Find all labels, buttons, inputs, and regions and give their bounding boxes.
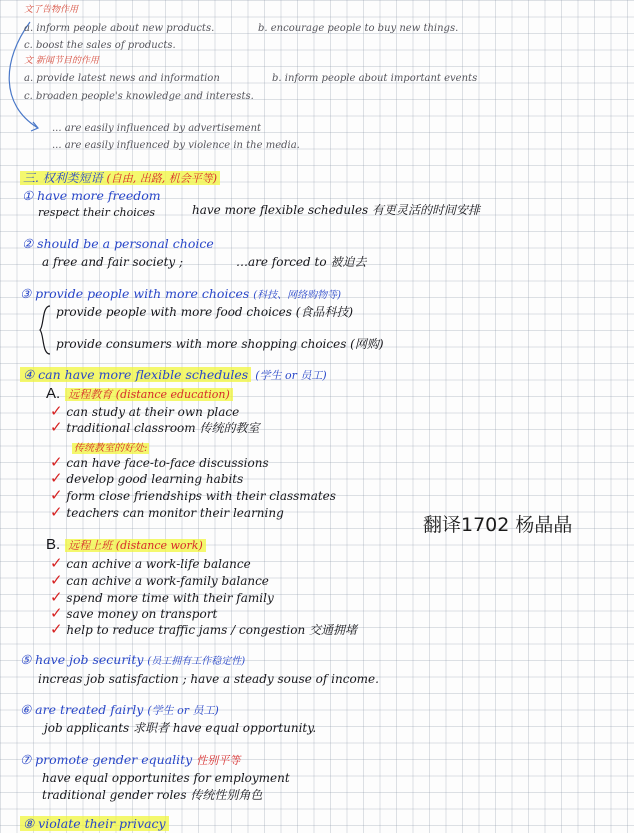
list-item: ✓ teachers can monitor their learning — [50, 503, 284, 521]
list-item: ✓ can achive a work-life balance — [50, 554, 251, 572]
check-icon: ✓ — [50, 571, 63, 589]
section-heading-news-function: 文 新闻节目的作用 — [24, 56, 99, 66]
note-line: increas job satisfaction ; have a steady souse of income. — [38, 672, 379, 686]
list-item: ✓ save money on transport — [50, 604, 218, 622]
check-icon: ✓ — [50, 620, 63, 638]
check-icon: ✓ — [50, 604, 63, 622]
list-item: ✓ develop good learning habits — [50, 469, 244, 487]
check-icon: ✓ — [50, 588, 63, 606]
note-line: traditional gender roles 传统性别角色 — [42, 788, 263, 802]
list-item: ✓ form close friendships with their classmates — [50, 486, 336, 504]
point-heading: ③ provide people with more choices (科技、网络购物等) — [20, 286, 342, 301]
point-heading: ⑧ violate their privacy — [20, 818, 169, 831]
list-item: ✓ spend more time with their family — [50, 588, 274, 606]
note-line: provide people with more food choices (食品科技) — [56, 305, 354, 319]
point-heading: ④ can have more flexible schedules (学生 or 员工) — [20, 369, 327, 382]
list-item: ✓ help to reduce traffic jams / congestion 交通拥堵 — [50, 620, 358, 638]
check-icon: ✓ — [50, 554, 63, 572]
point-heading: ⑥ are treated fairly (学生 or 员工) — [20, 702, 219, 717]
note-line: respect their choices — [38, 206, 156, 219]
note-line: a. inform people about new products. — [24, 23, 215, 34]
brace — [38, 304, 52, 356]
list-item: ✓ traditional classroom 传统的教室 — [50, 418, 260, 436]
point-heading: ① have more freedom — [22, 188, 161, 203]
check-icon: ✓ — [50, 469, 63, 487]
sub-note: 传统教室的好处: — [74, 443, 148, 454]
point-heading: ② should be a personal choice — [22, 236, 214, 251]
note-line: have more flexible schedules 有更灵活的时间安排 — [192, 203, 481, 217]
check-icon: ✓ — [50, 453, 63, 471]
note-line: job applicants 求职者 have equal opportunity. — [44, 721, 317, 735]
point-heading: ⑦ promote gender equality 性别平等 — [20, 752, 241, 767]
author-watermark: 翻译1702 杨晶晶 — [423, 514, 573, 536]
list-item: ✓ can achive a work-family balance — [50, 571, 269, 589]
check-icon: ✓ — [50, 402, 63, 420]
note-line: a. provide latest news and information — [24, 73, 220, 84]
note-line: …are forced to 被迫去 — [236, 255, 367, 269]
point-heading: ⑤ have job security (员工拥有工作稳定性) — [20, 652, 246, 667]
note-line: b. encourage people to buy new things. — [258, 23, 459, 34]
section-heading-ad-function: 文了告物作用 — [24, 5, 79, 15]
section-heading-rights: 三. 权利类短语 (自由, 出路, 机会平等) — [20, 172, 220, 184]
note-line: a free and fair society ; — [42, 255, 184, 269]
note-line: c. broaden people's knowledge and interests. — [24, 91, 254, 102]
note-line: b. inform people about important events — [272, 73, 478, 84]
note-line: ... are easily influenced by advertisement — [52, 123, 262, 134]
note-line: c. boost the sales of products. — [24, 40, 176, 51]
note-line: have equal opportunites for employment — [42, 771, 290, 785]
list-item: ✓ can study at their own place — [50, 402, 240, 420]
note-line: provide consumers with more shopping choices (网购) — [56, 337, 384, 351]
note-line: ... are easily influenced by violence in the media. — [52, 140, 300, 151]
check-icon: ✓ — [50, 503, 63, 521]
check-icon: ✓ — [50, 486, 63, 504]
sub-heading-a: A. 远程教育 (distance education) — [46, 385, 233, 401]
list-item: ✓ can have face-to-face discussions — [50, 453, 269, 471]
sub-heading-b: B. 远程上班 (distance work) — [46, 536, 206, 552]
check-icon: ✓ — [50, 418, 63, 436]
